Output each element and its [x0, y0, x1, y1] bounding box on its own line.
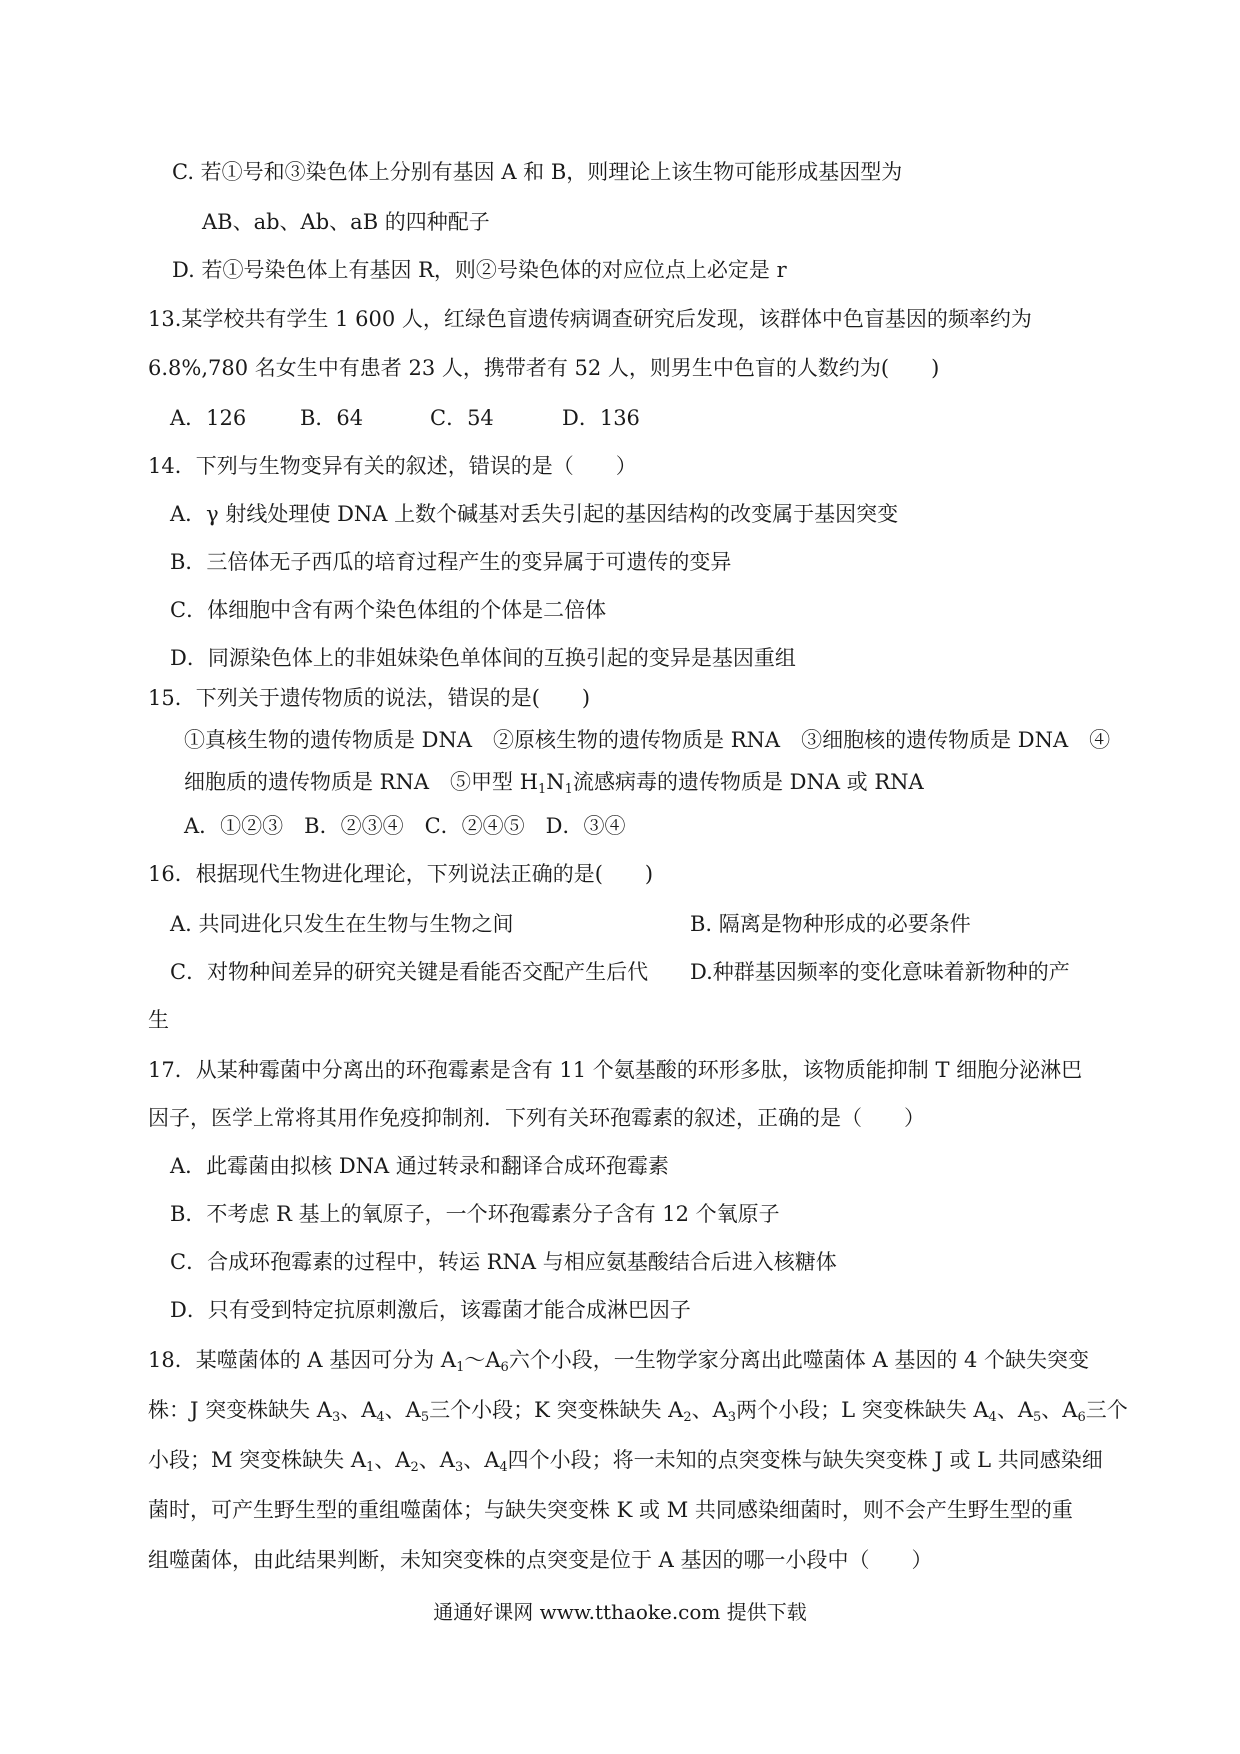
q13-stem-line2: 6.8%,780 名女生中有患者 23 人，携带者有 52 人，则男生中色盲的人数约为( )	[148, 356, 940, 380]
q18-stem-line5: 组噬菌体，由此结果判断，未知突变株的点突变是位于 A 基因的哪一小段中（ ）	[148, 1548, 933, 1572]
q16-option-d-line1: D.种群基因频率的变化意味着新物种的产	[690, 960, 1070, 984]
q16-option-a: A. 共同进化只发生在生物与生物之间	[170, 912, 514, 936]
q18-l1-text: 六个小段，一生物学家分离出此噬菌体 A 基因的 4 个缺失突变	[508, 1348, 1090, 1372]
q18-l1-text: 18．某噬菌体的 A 基因可分为 A	[148, 1348, 457, 1372]
q17-option-d: D．只有受到特定抗原刺激后，该霉菌才能合成淋巴因子	[170, 1298, 691, 1322]
q18-subscript: 4	[376, 1410, 385, 1425]
q18-l2-text: 两个小段；L 突变株缺失 A	[736, 1398, 989, 1422]
q18-subscript: 4	[499, 1460, 508, 1475]
q17-stem-line2: 因子，医学上常将其用作免疫抑制剂．下列有关环孢霉素的叙述，正确的是（ ）	[148, 1106, 925, 1130]
q15-stem: 15．下列关于遗传物质的说法，错误的是( )	[148, 686, 591, 710]
q12-option-c-line1: C. 若①号和③染色体上分别有基因 A 和 B，则理论上该生物可能形成基因型为	[172, 160, 903, 184]
q13-option-d: D．136	[562, 406, 640, 430]
q18-stem-line2	[148, 1396, 1128, 1424]
q18-subscript: 3	[331, 1410, 341, 1425]
page-footer: 通通好课网 www.tthaoke.com 提供下载	[433, 1600, 807, 1624]
q18-l3-text: 、A	[418, 1448, 455, 1472]
q16-option-c: C．对物种间差异的研究关键是看能否交配产生后代	[170, 960, 649, 984]
q17-option-b: B．不考虑 R 基上的氧原子，一个环孢霉素分子含有 12 个氧原子	[170, 1202, 780, 1226]
q18-subscript: 6	[1077, 1410, 1086, 1425]
q18-subscript: 1	[456, 1360, 465, 1375]
q15-line2-part-b: N	[546, 770, 565, 794]
q18-subscript: 6	[500, 1360, 509, 1375]
q18-stem-line3	[148, 1446, 1103, 1474]
q18-l2-text: 、A	[384, 1398, 421, 1422]
q18-l2-text: 、A	[1041, 1398, 1078, 1422]
q13-option-c: C．54	[430, 406, 494, 430]
q15-options: A．①②③ B．②③④ C．②④⑤ D．③④	[184, 814, 626, 838]
q14-option-a: A．γ 射线处理使 DNA 上数个碱基对丢失引起的基因结构的改变属于基因突变	[170, 502, 899, 526]
q17-stem-line1: 17．从某种霉菌中分离出的环孢霉素是含有 11 个氨基酸的环形多肽，该物质能抑制 T 细胞分泌淋巴	[148, 1058, 1083, 1082]
q18-l2-text: 三个	[1085, 1398, 1128, 1422]
q13-option-a: A．126	[170, 406, 247, 430]
q18-l3-text: 四个小段；将一未知的点突变株与缺失突变株 J 或 L 共同感染细	[507, 1448, 1103, 1472]
q14-option-b: B．三倍体无子西瓜的培育过程产生的变异属于可遗传的变异	[170, 550, 732, 574]
q18-subscript: 2	[683, 1410, 692, 1425]
q18-l2-text: 、A	[691, 1398, 728, 1422]
q18-stem-line4: 菌时，可产生野生型的重组噬菌体；与缺失突变株 K 或 M 共同感染细菌时，则不会产生野生型的重	[148, 1498, 1073, 1522]
q18-subscript: 2	[410, 1460, 419, 1475]
q14-option-c: C．体细胞中含有两个染色体组的个体是二倍体	[170, 598, 607, 622]
q18-l2-text: 三个小段；K 突变株缺失 A	[429, 1398, 684, 1422]
q16-stem: 16．根据现代生物进化理论，下列说法正确的是( )	[148, 862, 654, 886]
q17-option-c: C．合成环孢霉素的过程中，转运 RNA 与相应氨基酸结合后进入核糖体	[170, 1250, 837, 1274]
q12-option-d: D. 若①号染色体上有基因 R，则②号染色体的对应位点上必定是 r	[172, 258, 787, 282]
q18-subscript: 5	[420, 1410, 430, 1425]
q13-option-b: B．64	[300, 406, 364, 430]
q18-l3-text: 、A	[374, 1448, 411, 1472]
q16-option-b: B. 隔离是物种形成的必要条件	[690, 912, 971, 936]
q18-subscript: 1	[366, 1460, 375, 1475]
q15-line2-part-c: 流感病毒的遗传物质是 DNA 或 RNA	[572, 770, 924, 794]
q18-l2-text: 、A	[996, 1398, 1033, 1422]
q18-l3-text: 小段；M 突变株缺失 A	[148, 1448, 367, 1472]
q16-option-d-line2: 生	[148, 1008, 169, 1032]
q12-option-c-line2: AB、ab、Ab、aB 的四种配子	[202, 210, 490, 234]
q18-l2-text: 株：J 突变株缺失 A	[148, 1398, 332, 1422]
q18-l2-text: 、A	[340, 1398, 377, 1422]
q18-subscript: 5	[1033, 1410, 1042, 1425]
q15-statements-line1: ①真核生物的遗传物质是 DNA ②原核生物的遗传物质是 RNA ③细胞核的遗传物质是 DNA ④	[184, 728, 1111, 752]
q18-stem-line1	[148, 1346, 1089, 1374]
q18-subscript: 3	[454, 1460, 464, 1475]
q15-statements-line2	[184, 768, 924, 796]
q18-subscript: 4	[988, 1410, 997, 1425]
q15-n-subscript: 1	[564, 782, 573, 797]
q15-h-subscript: 1	[538, 782, 547, 797]
q18-l1-text: ～A	[464, 1348, 501, 1372]
q13-stem-line1: 13.某学校共有学生 1 600 人，红绿色盲遗传病调查研究后发现，该群体中色盲基因的频率约为	[148, 307, 1032, 331]
q17-option-a: A．此霉菌由拟核 DNA 通过转录和翻译合成环孢霉素	[170, 1154, 669, 1178]
q14-stem: 14．下列与生物变异有关的叙述，错误的是（ ）	[148, 454, 637, 478]
q18-l3-text: 、A	[463, 1448, 500, 1472]
q14-option-d: D．同源染色体上的非姐妹染色单体间的互换引起的变异是基因重组	[170, 646, 796, 670]
q15-line2-part-a: 细胞质的遗传物质是 RNA ⑤甲型 H	[184, 770, 539, 794]
q18-subscript: 3	[727, 1410, 737, 1425]
